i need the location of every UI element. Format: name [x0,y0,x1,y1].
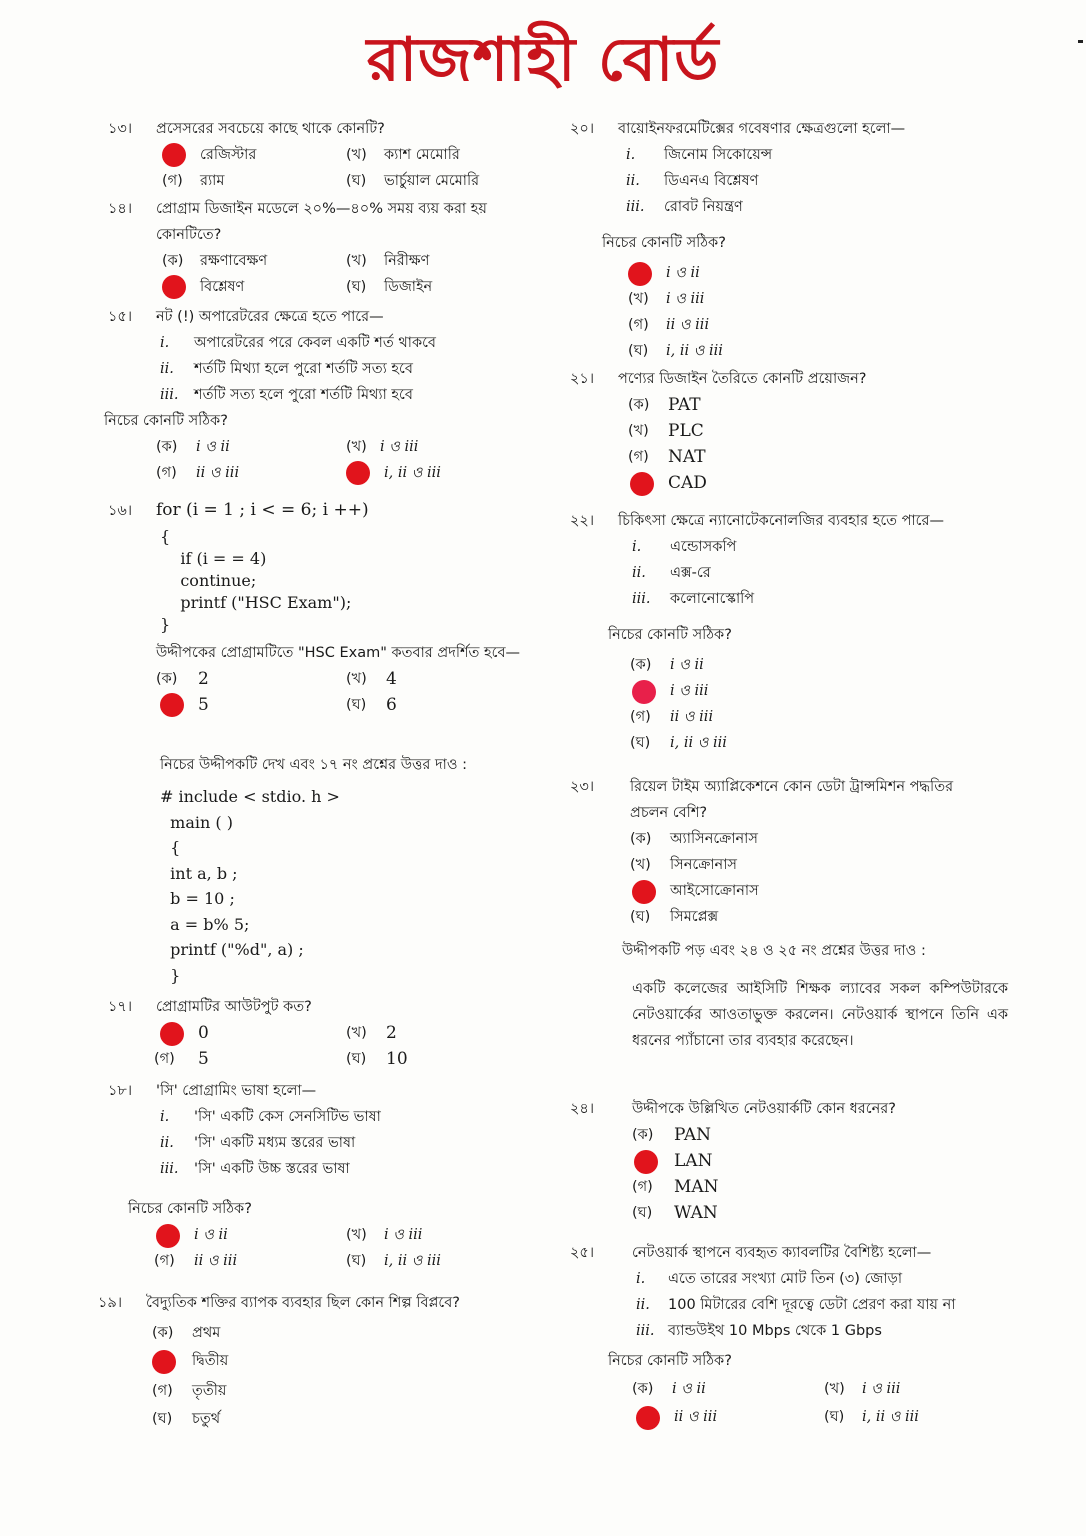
option-text[interactable]: i, ii ও iii [384,1253,441,1269]
option-label: (ক) [632,1127,654,1143]
statement: ii. 100 মিটারের বেশি দূরত্বে ডেটা প্রেরণ করা যায় না [636,1297,956,1313]
question-number: ২৪। [570,1101,595,1117]
option-text[interactable]: সিমপ্লেক্স [670,909,719,925]
option-label: (গ) [162,173,183,189]
option-label: (ঘ) [630,909,651,925]
option-label: (খ) [628,423,649,439]
option-label: (ক) [156,439,178,455]
answer-dot[interactable] [632,880,656,904]
option-label: (ঘ) [152,1411,173,1427]
stimulus-paragraph: একটি কলেজের আইসিটি শিক্ষক ল্যাবের সকল কম্পিউটারকে নেটওয়ার্কের আওতাভুক্ত করলেন। নেটওয়ার্ক স্থাপনে তিনি এক ধরনের প্যাঁচানো তার ব্যবহার করেছেন। [632,981,1008,1049]
option-text[interactable]: 2 [386,1023,397,1043]
option-text[interactable]: রেজিস্টার [200,147,257,163]
option-label: (ঘ) [346,697,367,713]
option-label: (খ) [346,147,367,163]
option-text[interactable]: i ও iii [666,291,705,307]
statement: i. এতে তারের সংখ্যা মোট তিন (৩) জোড়া [636,1271,903,1287]
option-text[interactable]: 6 [386,695,397,715]
code-block: # include < stdio. h > main ( ) { int a, b ; b = 10 ; a = b% 5; printf ("%d", a) ; } [160,787,340,985]
option-text[interactable]: 5 [198,695,209,715]
option-text[interactable]: রক্ষণাবেক্ষণ [200,253,268,269]
statement: iii. ব্যান্ডউইথ 10 Mbps থেকে 1 Gbps [636,1323,882,1339]
option-label: (ক) [630,657,652,673]
question-13 [108,116,538,194]
option-text[interactable]: PAN [674,1125,712,1145]
option-label: (গ) [154,1051,175,1067]
answer-dot[interactable] [634,1150,658,1174]
option-text[interactable]: i, ii ও iii [670,735,727,751]
question-20 [570,116,1020,368]
code-line: for (i = 1 ; i < = 6; i ++) [156,500,369,520]
stimulus-instruction: উদ্দীপকটি পড় এবং ২৪ ও ২৫ নং প্রশ্নের উত্তর দাও : [622,943,926,959]
question-text: প্রোগ্রামটির আউটপুট কত? [156,999,312,1015]
option-text[interactable]: NAT [668,447,706,467]
question-number: ২১। [570,371,595,387]
option-text[interactable]: ii ও iii [194,1253,238,1269]
question-25 [570,1240,1020,1432]
question-15 [104,304,538,486]
stimulus-instruction: নিচের উদ্দীপকটি দেখ এবং ১৭ নং প্রশ্নের উত্তর দাও : [160,757,467,773]
option-label: (ঘ) [346,279,367,295]
option-label: (খ) [346,671,367,687]
option-text[interactable]: ডিজাইন [384,279,433,295]
question-18 [108,1078,538,1274]
question-text: নেটওয়ার্ক স্থাপনে ব্যবহৃত ক্যাবলটির বৈশিষ্ট্য হলো— [632,1245,932,1261]
question-text: উদ্দীপকে উল্লিখিত নেটওয়ার্কটি কোন ধরনের? [632,1101,896,1117]
question-text: প্রোগ্রাম ডিজাইন মডেলে ২০%—৪০% সময় ব্যয় করা হয় কোনটিতে? [156,201,487,243]
question-number: ১৫। [108,309,133,325]
question-text: নট (!) অপারেটরের ক্ষেত্রে হতে পারে— [156,309,384,325]
answer-dot[interactable] [160,693,184,717]
question-17 [108,994,538,1072]
question-text: পণ্যের ডিজাইন তৈরিতে কোনটি প্রয়োজন? [618,371,867,387]
option-label: (খ) [630,857,651,873]
option-text[interactable]: প্রথম [192,1325,221,1341]
which-correct: নিচের কোনটি সঠিক? [104,413,228,429]
which-correct: নিচের কোনটি সঠিক? [608,627,732,643]
question-text: 'সি' প্রোগ্রামিং ভাষা হলো— [156,1083,317,1099]
question-number: ১৮। [108,1083,133,1099]
code-block: { if (i = = 4) continue; printf ("HSC Exam"); } [160,527,352,634]
statement: ii. ডিএনএ বিশ্লেষণ [626,173,759,189]
option-label: (গ) [628,317,649,333]
option-text[interactable]: ii ও iii [666,317,710,333]
option-text[interactable]: সিনক্রোনাস [670,857,737,873]
question-text: বায়োইনফরমেটিক্সের গবেষণার ক্ষেত্রগুলো হলো— [618,121,906,137]
option-label: (খ) [346,1025,367,1041]
answer-dot[interactable] [156,1224,180,1248]
option-label: (গ) [628,449,649,465]
question-14 [108,196,538,300]
option-label: (গ) [630,709,651,725]
statement: iii. শর্তটি সত্য হলে পুরো শর্তটি মিথ্যা হবে [160,387,413,403]
option-text[interactable]: PAT [668,395,701,415]
which-correct: নিচের কোনটি সঠিক? [608,1353,732,1369]
option-text[interactable]: নিরীক্ষণ [384,253,430,269]
option-label: (ঘ) [628,343,649,359]
question-22 [570,508,1020,760]
option-text[interactable]: চতুর্থ [192,1411,221,1427]
option-label: (খ) [346,1227,367,1243]
question-number: ১৪। [108,201,133,217]
option-text[interactable]: 2 [198,669,209,689]
option-label: (ঘ) [346,173,367,189]
option-text[interactable]: i ও iii [670,683,709,699]
option-label: (গ) [152,1383,173,1399]
option-text[interactable]: PLC [668,421,704,441]
option-label: (গ) [156,465,177,481]
option-text[interactable]: i ও ii [670,657,704,673]
option-text[interactable]: ক্যাশ মেমোরি [384,147,460,163]
option-text[interactable]: 10 [386,1049,408,1069]
stimulus-24-25 [570,938,1020,1054]
option-text[interactable]: তৃতীয় [192,1383,227,1399]
option-label: (ঘ) [346,1051,367,1067]
option-text[interactable]: i ও ii [196,439,230,455]
option-label: (গ) [632,1179,653,1195]
question-16 [108,498,538,718]
answer-dot[interactable] [628,262,652,286]
option-label: (ক) [628,397,650,413]
option-text[interactable]: MAN [674,1177,719,1197]
option-text[interactable]: i ও iii [380,439,419,455]
question-text: রিয়েল টাইম অ্যাপ্লিকেশনে কোন ডেটা ট্রান্সমিশন পদ্ধতির প্রচলন বেশি? [630,779,954,821]
option-label: (খ) [824,1381,845,1397]
question-text: বৈদ্যুতিক শক্তির ব্যাপক ব্যবহার ছিল কোন শিল্প বিপ্লবে? [146,1295,461,1311]
question-number: ১৬। [108,503,133,519]
option-text[interactable]: LAN [674,1151,713,1171]
statement: ii. শর্তটি মিথ্যা হলে পুরো শর্তটি সত্য হবে [160,361,413,377]
option-text[interactable]: i ও ii [672,1381,706,1397]
question-number: ২৫। [570,1245,595,1261]
answer-dot[interactable] [160,1022,184,1046]
option-text[interactable]: দ্বিতীয় [192,1353,229,1369]
answer-dot[interactable] [636,1406,660,1430]
option-label: (ঘ) [346,1253,367,1269]
option-text[interactable]: i ও ii [194,1227,228,1243]
option-label: (ঘ) [632,1205,653,1221]
answer-dot[interactable] [632,680,656,704]
question-number: ২৩। [570,779,595,795]
option-label: (ক) [152,1325,174,1341]
stimulus-17 [108,752,538,988]
answer-dot[interactable] [346,461,370,485]
option-text[interactable]: অ্যাসিনক্রোনাস [670,831,758,847]
option-label: (খ) [346,253,367,269]
option-label: (ক) [630,831,652,847]
answer-dot[interactable] [162,275,186,299]
option-text[interactable]: i, ii ও iii [862,1409,919,1425]
option-text[interactable]: র‍্যাম [200,173,225,189]
question-number: ২২। [570,513,595,529]
question-text: উদ্দীপকের প্রোগ্রামটিতে "HSC Exam" কতবার প্রদর্শিত হবে— [156,645,521,661]
statement: i. এন্ডোসকপি [632,539,737,555]
option-label: (ঘ) [630,735,651,751]
option-text[interactable]: 4 [386,669,397,689]
option-text[interactable]: i ও iii [862,1381,901,1397]
option-label: (ক) [632,1381,654,1397]
option-text[interactable]: ii ও iii [674,1409,718,1425]
statement: iii. 'সি' একটি উচ্চ স্তরের ভাষা [160,1161,350,1177]
option-text[interactable]: i, ii ও iii [384,465,441,481]
option-text[interactable]: WAN [674,1203,718,1223]
question-19 [98,1290,538,1436]
which-correct: নিচের কোনটি সঠিক? [128,1201,252,1217]
option-text[interactable]: i ও iii [384,1227,423,1243]
statement: i. অপারেটরের পরে কেবল একটি শর্ত থাকবে [160,335,436,351]
option-text[interactable]: ii ও iii [670,709,714,725]
option-label: (গ) [154,1253,175,1269]
statement: iii. রোবট নিয়ন্ত্রণ [626,199,743,215]
which-correct: নিচের কোনটি সঠিক? [602,235,726,251]
statement: ii. 'সি' একটি মধ্যম স্তরের ভাষা [160,1135,356,1151]
question-number: ১৯। [98,1295,123,1311]
option-text[interactable]: i, ii ও iii [666,343,723,359]
option-text[interactable]: 5 [198,1049,209,1069]
option-text[interactable]: ভার্চুয়াল মেমোরি [384,173,480,189]
option-label: (ক) [156,671,178,687]
option-text[interactable]: 0 [198,1023,209,1043]
option-text[interactable]: i ও ii [666,265,700,281]
answer-dot[interactable] [152,1350,176,1374]
answer-dot[interactable] [630,472,654,496]
scan-mark [1078,40,1083,43]
answer-dot[interactable] [162,143,186,167]
question-number: ১৩। [108,121,133,137]
option-text[interactable]: CAD [668,473,707,493]
option-label: (ঘ) [824,1409,845,1425]
option-text[interactable]: ii ও iii [196,465,240,481]
question-text: চিকিৎসা ক্ষেত্রে ন্যানোটেকনোলজির ব্যবহার হতে পারে— [618,513,944,529]
statement: ii. এক্স-রে [632,565,711,581]
page-title: রাজশাহী বোর্ড [366,25,720,95]
option-label: (ক) [162,253,184,269]
question-text: প্রসেসরের সবচেয়ে কাছে থাকে কোনটি? [156,121,385,137]
option-label: (খ) [346,439,367,455]
question-number: ১৭। [108,999,133,1015]
option-text[interactable]: বিশ্লেষণ [200,279,245,295]
question-21 [570,366,1020,500]
option-label: (খ) [628,291,649,307]
question-23 [570,774,1020,934]
statement: i. জিনোম সিকোয়েন্স [626,147,773,163]
question-24 [570,1096,1020,1230]
option-text[interactable]: আইসোক্রোনাস [670,883,759,899]
statement: iii. কলোনোস্কোপি [632,591,755,607]
statement: i. 'সি' একটি কেস সেনসিটিভ ভাষা [160,1109,381,1125]
question-number: ২০। [570,121,595,137]
